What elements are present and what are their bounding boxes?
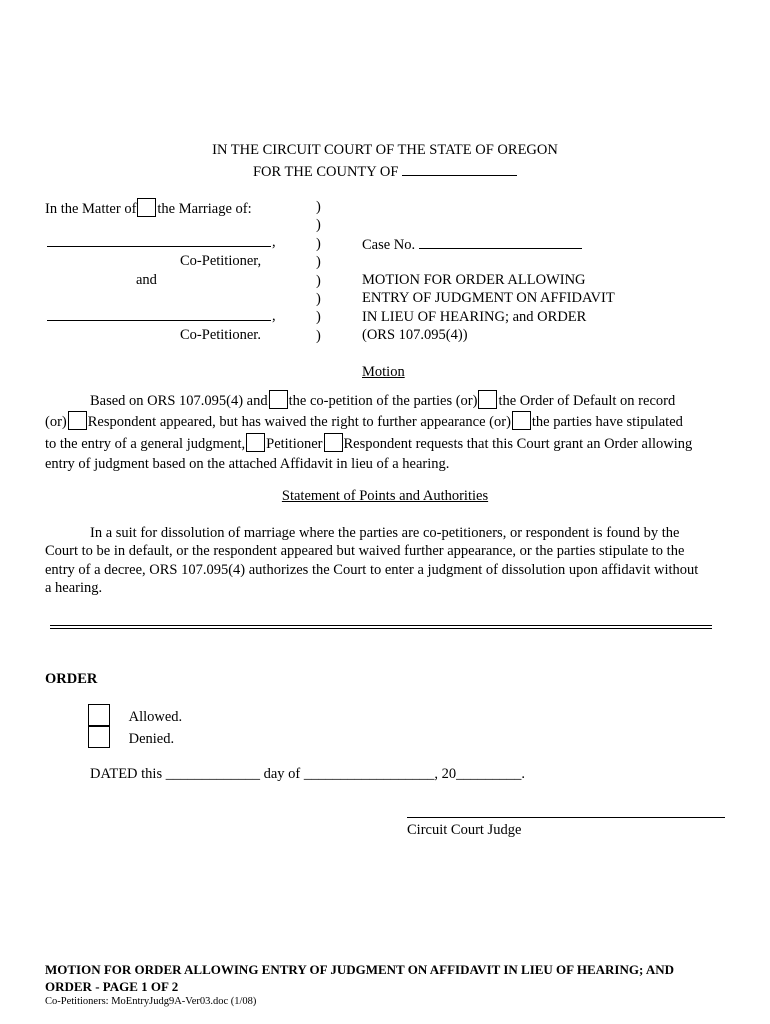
motion-text: Respondent appeared, but has waived the right to further appearance (or): [87, 414, 511, 431]
county-label: FOR THE COUNTY OF: [252, 163, 399, 180]
motion-text: (or): [45, 414, 67, 431]
paren: ): [316, 327, 321, 344]
footer-file: Co-Petitioners: MoEntryJudg9A-Ver03.doc (1/08): [45, 996, 257, 1007]
paren: ): [316, 199, 321, 215]
matter-post: the Marriage of:: [157, 201, 252, 217]
points-line: In a suit for dissolution of marriage where the parties are co-petitioners, or respondent is found by the: [90, 525, 680, 541]
motion-line-4: entry of judgment based on the attached Affidavit in lieu of a hearing.: [45, 455, 450, 472]
title-line: (ORS 107.095(4)): [362, 327, 468, 344]
dated-line: DATED this _____________ day of __________________, 20_________.: [90, 766, 525, 782]
points-line: Court to be in default, or the respondent appeared but waived further appearance, or the parties stipulate to the: [45, 543, 685, 560]
points-heading: Statement of Points and Authorities: [281, 488, 489, 504]
denied-label: Denied.: [128, 731, 175, 747]
section-divider: [50, 625, 712, 629]
motion-line-1: [45, 390, 692, 411]
title-line: MOTION FOR ORDER ALLOWING: [362, 272, 586, 288]
motion-body: [45, 390, 692, 474]
stipulated-checkbox[interactable]: [512, 411, 531, 430]
paren: ): [316, 254, 321, 271]
comma-1: ,: [272, 234, 276, 250]
copetition-checkbox[interactable]: [269, 390, 288, 409]
points-line: entry of a decree, ORS 107.095(4) authorizes the Court to enter a judgment of dissolution upon affidavit without: [45, 561, 699, 578]
points-body: [45, 524, 698, 597]
paren: ): [316, 272, 321, 289]
motion-text: the co-petition of the parties (or): [288, 393, 478, 409]
title-line: IN LIEU OF HEARING; and ORDER: [362, 308, 587, 325]
motion-heading: Motion: [362, 364, 405, 380]
paren: ): [316, 235, 321, 252]
denied-checkbox[interactable]: [88, 726, 110, 748]
matter-line: [45, 198, 252, 218]
paren: ): [316, 309, 321, 326]
order-heading: ORDER: [45, 671, 98, 687]
co-petitioner1-label: Co-Petitioner,: [180, 253, 262, 269]
respondent-checkbox[interactable]: [324, 433, 343, 452]
allowed-checkbox[interactable]: [88, 704, 110, 726]
motion-text: to the entry of a general judgment,: [45, 435, 246, 452]
motion-text: the parties have stipulated: [531, 414, 683, 431]
document-title: [362, 271, 615, 345]
denied-row: [87, 726, 174, 748]
petitioner-checkbox[interactable]: [246, 433, 265, 452]
co-petitioner1-name-field[interactable]: [47, 246, 271, 247]
judge-label: Circuit Court Judge: [407, 822, 522, 838]
motion-text: Respondent requests that this Court grant an Order allowing: [343, 435, 693, 452]
judge-signature-field[interactable]: [407, 817, 725, 818]
motion-text: the Order of Default on record: [498, 393, 676, 409]
caption-divider: [316, 198, 321, 345]
motion-line-2: [45, 411, 692, 432]
allowed-label: Allowed.: [128, 709, 183, 725]
co-petitioner2-label: Co-Petitioner.: [180, 327, 261, 343]
allowed-row: [87, 704, 182, 726]
case-no-label: Case No.: [362, 237, 416, 253]
motion-text: Petitioner: [266, 435, 323, 452]
paren: ): [316, 291, 321, 308]
comma-2: ,: [272, 308, 276, 324]
footer-title-line: ORDER - PAGE 1 OF 2: [45, 979, 179, 994]
footer-title: [45, 961, 674, 995]
footer-title-line: MOTION FOR ORDER ALLOWING ENTRY OF JUDGMENT ON AFFIDAVIT IN LIEU OF HEARING; AND: [45, 962, 675, 977]
motion-text: Based on ORS 107.095(4) and: [90, 393, 268, 409]
court-header: [0, 142, 770, 180]
case-no-line: [362, 234, 582, 254]
court-name: IN THE CIRCUIT COURT OF THE STATE OF OREGON: [212, 142, 558, 158]
default-checkbox[interactable]: [478, 390, 497, 409]
county-field[interactable]: [402, 161, 517, 176]
and-label: and: [136, 272, 157, 288]
title-line: ENTRY OF JUDGMENT ON AFFIDAVIT: [362, 290, 615, 307]
case-no-field[interactable]: [419, 234, 582, 249]
matter-pre: In the Matter of: [45, 201, 137, 217]
motion-line-3: [45, 433, 692, 454]
waived-checkbox[interactable]: [68, 411, 87, 430]
points-line: a hearing.: [45, 579, 103, 596]
matter-checkbox[interactable]: [137, 198, 156, 217]
paren: ): [316, 217, 321, 234]
co-petitioner2-name-field[interactable]: [47, 320, 271, 321]
county-line: [0, 161, 770, 181]
